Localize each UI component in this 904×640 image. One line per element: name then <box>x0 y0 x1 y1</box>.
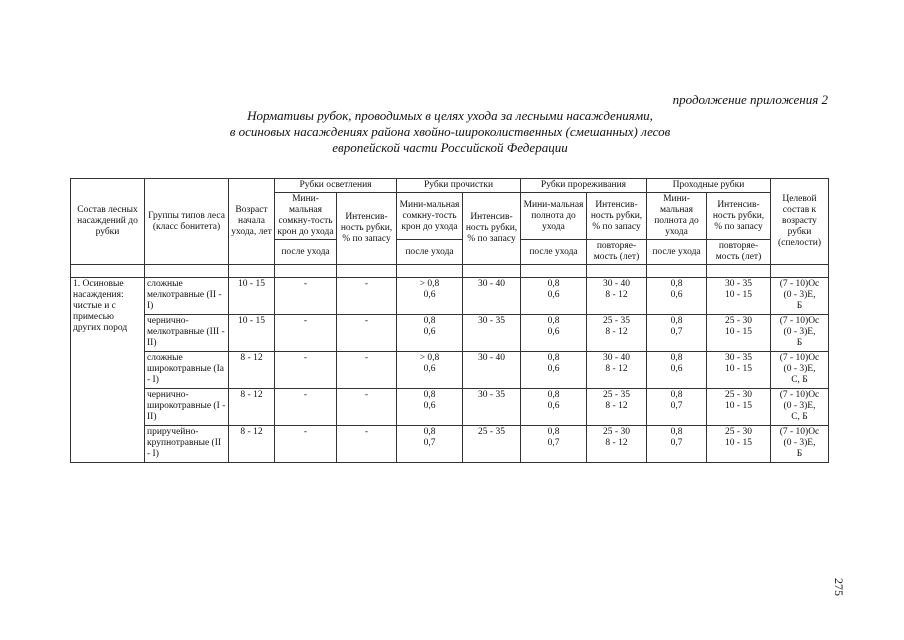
table-row <box>71 315 829 352</box>
cell-ps-int: 25 - 30 10 - 15 <box>707 426 771 463</box>
sub-after-care: после ухода <box>275 240 337 265</box>
cell-target: (7 - 10)Ос (0 - 3)Е, Б <box>771 278 829 315</box>
cell-ps-int: 25 - 30 10 - 15 <box>707 389 771 426</box>
cell-group: чернично-мелкотравные (III - II) <box>145 315 229 352</box>
document-title <box>150 108 750 156</box>
cell-th-int: 25 - 30 8 - 12 <box>587 426 647 463</box>
cell-ps-min: 0,8 0,7 <box>647 389 707 426</box>
cell-group: сложные мелкотравные (II - I) <box>145 278 229 315</box>
cell-pr-int: 30 - 35 <box>463 315 521 352</box>
cell-pr-int: 25 - 35 <box>463 426 521 463</box>
sub-repeat: повторяе-мость (лет) <box>707 240 771 265</box>
sub-intensity: Интенсив-ность рубки, % по запасу <box>337 193 397 265</box>
sub-repeat: повторяе-мость (лет) <box>587 240 647 265</box>
sub-after-care: после ухода <box>397 240 463 265</box>
cell-pr-min: > 0,8 0,6 <box>397 278 463 315</box>
cell-cl-int: - <box>337 389 397 426</box>
col-cleaning: Рубки прочистки <box>397 179 521 193</box>
col-passage: Проходные рубки <box>647 179 771 193</box>
cell-pr-min: 0,8 0,6 <box>397 315 463 352</box>
table-row <box>71 389 829 426</box>
cell-ps-min: 0,8 0,6 <box>647 278 707 315</box>
cell-cl-min: - <box>275 278 337 315</box>
sub-intensity: Интенсив-ность рубки, % по запасу <box>707 193 771 240</box>
col-start-age: Возраст начала ухода, лет <box>229 179 275 265</box>
sub-after-care: после ухода <box>647 240 707 265</box>
cell-target: (7 - 10)Ос (0 - 3)Е, Б <box>771 315 829 352</box>
sub-after-care: после ухода <box>521 240 587 265</box>
cell-th-min: 0,8 0,6 <box>521 352 587 389</box>
continuation-label: продолжение приложения 2 <box>672 92 828 107</box>
cell-cl-int: - <box>337 426 397 463</box>
cell-target: (7 - 10)Ос (0 - 3)Е, С, Б <box>771 352 829 389</box>
cell-pr-int: 30 - 40 <box>463 352 521 389</box>
title-line: европейской части Российской Федерации <box>332 140 568 155</box>
cell-ps-min: 0,8 0,7 <box>647 315 707 352</box>
sub-min-density: Мини-мальная полнота до ухода <box>647 193 707 240</box>
cell-age: 8 - 12 <box>229 389 275 426</box>
cell-age: 10 - 15 <box>229 278 275 315</box>
cell-age: 8 - 12 <box>229 426 275 463</box>
cell-ps-int: 30 - 35 10 - 15 <box>707 352 771 389</box>
cell-th-min: 0,8 0,7 <box>521 426 587 463</box>
cell-pr-min: 0,8 0,6 <box>397 389 463 426</box>
cell-pr-min: > 0,8 0,6 <box>397 352 463 389</box>
cell-target: (7 - 10)Ос (0 - 3)Е, С, Б <box>771 389 829 426</box>
cell-age: 10 - 15 <box>229 315 275 352</box>
title-line: Нормативы рубок, проводимых в целях ухода за лесными насаждениями, <box>247 108 653 123</box>
cell-th-min: 0,8 0,6 <box>521 315 587 352</box>
cell-pr-min: 0,8 0,7 <box>397 426 463 463</box>
cell-target: (7 - 10)Ос (0 - 3)Е, Б <box>771 426 829 463</box>
standards-table <box>70 178 829 463</box>
sub-min-density: Мини-мальная полнота до ухода <box>521 193 587 240</box>
cell-ps-int: 25 - 30 10 - 15 <box>707 315 771 352</box>
cell-group: сложные широкотравные (Ia - I) <box>145 352 229 389</box>
title-line: в осиновых насаждениях района хвойно-широколиственных (смешанных) лесов <box>229 124 671 139</box>
cell-th-min: 0,8 0,6 <box>521 389 587 426</box>
cell-cl-int: - <box>337 278 397 315</box>
table-row <box>71 352 829 389</box>
table-row <box>71 426 829 463</box>
cell-cl-min: - <box>275 352 337 389</box>
cell-th-int: 30 - 40 8 - 12 <box>587 352 647 389</box>
cell-ps-int: 30 - 35 10 - 15 <box>707 278 771 315</box>
cell-cl-min: - <box>275 389 337 426</box>
col-composition: Состав лесных насаждений до рубки <box>71 179 145 265</box>
cell-group: приручейно-крупнотравные (II - I) <box>145 426 229 463</box>
cell-composition: 1. Осиновые насаждения: чистые и с примесью других пород <box>71 278 145 463</box>
cell-th-int: 25 - 35 8 - 12 <box>587 389 647 426</box>
cell-cl-int: - <box>337 315 397 352</box>
cell-group: чернично-широкотравные (I - II) <box>145 389 229 426</box>
cell-pr-int: 30 - 40 <box>463 278 521 315</box>
cell-ps-min: 0,8 0,7 <box>647 426 707 463</box>
page-number: 275 <box>832 578 846 596</box>
col-target: Целевой состав к возрасту рубки (спелости) <box>771 179 829 265</box>
cell-th-int: 30 - 40 8 - 12 <box>587 278 647 315</box>
cell-ps-min: 0,8 0,6 <box>647 352 707 389</box>
cell-cl-int: - <box>337 352 397 389</box>
cell-pr-int: 30 - 35 <box>463 389 521 426</box>
sub-intensity: Интенсив-ность рубки, % по запасу <box>463 193 521 265</box>
cell-th-min: 0,8 0,6 <box>521 278 587 315</box>
table-row <box>71 278 829 315</box>
sub-intensity: Интенсив-ность рубки, % по запасу <box>587 193 647 240</box>
sub-min-crown: Мини-мальная сомкну-тость крон до ухода <box>275 193 337 240</box>
col-forest-group: Группы типов леса (класс бонитета) <box>145 179 229 265</box>
cell-cl-min: - <box>275 426 337 463</box>
cell-cl-min: - <box>275 315 337 352</box>
cell-age: 8 - 12 <box>229 352 275 389</box>
cell-th-int: 25 - 35 8 - 12 <box>587 315 647 352</box>
col-thinning: Рубки прореживания <box>521 179 647 193</box>
sub-min-crown: Мини-мальная сомкну-тость крон до ухода <box>397 193 463 240</box>
col-clarification: Рубки осветления <box>275 179 397 193</box>
